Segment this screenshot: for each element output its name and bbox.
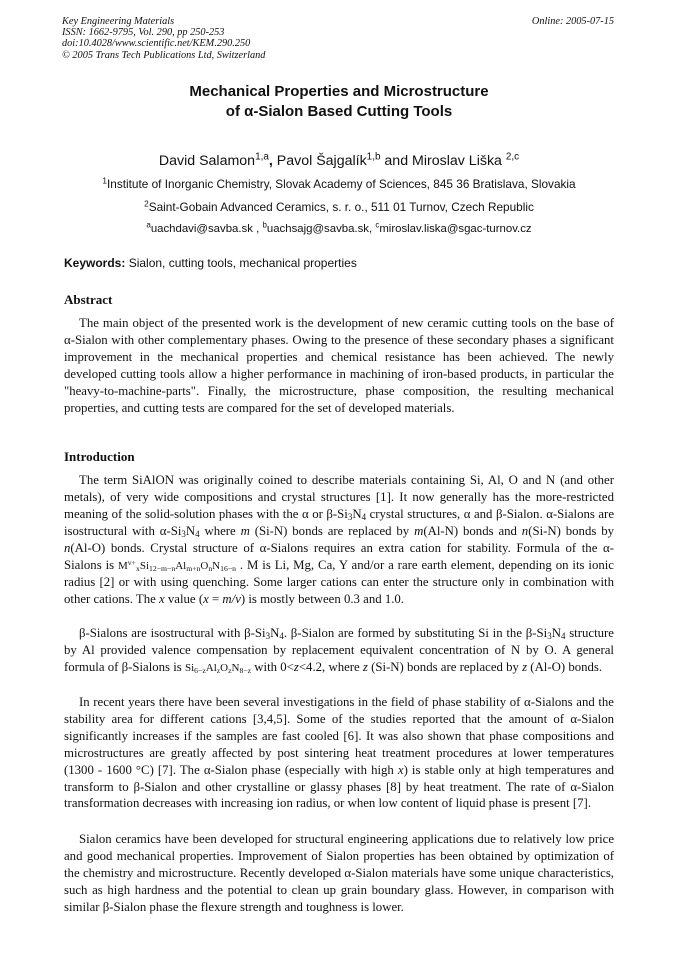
- title-line-2: of α-Sialon Based Cutting Tools: [225, 103, 453, 120]
- author-name: David Salamon: [158, 153, 256, 169]
- subscript: 4: [279, 631, 284, 642]
- keywords-label: Keywords:: [64, 256, 126, 270]
- variable: m: [240, 523, 250, 538]
- text-run: <4.2, where: [298, 659, 363, 674]
- variable: x: [397, 762, 404, 777]
- intro-paragraph-4: Sialon ceramics have been developed for structural engineering applications due to relatively low price and good mechanical properties. Improvement of Sialon properties has been obtained by optimization of the chemistry and microstructure. Recently developed α-Sialon materials have some unique characteristics, such as high hardness and the potential to clean up grain boundary glass. However, in comparison with similar β-Sialon phase the flexure strength and toughness is lower.: [64, 832, 614, 914]
- formula-part: z: [216, 665, 221, 675]
- text-run: ) is stable only at high temperatures and transform to β-Sialon and other crystalline or glassy phases [8] by heat treatment. The rate of α-Sialon transformation decreases with increasing ion radius, or when low content of liquid phase is present [7].: [64, 762, 614, 811]
- text-run: N: [352, 506, 362, 521]
- text-run: N: [185, 523, 196, 538]
- formula-part: N: [212, 559, 221, 572]
- subscript: 3: [347, 512, 353, 523]
- formula-part: m+n: [186, 563, 201, 573]
- affiliation-2: [0, 200, 678, 215]
- formula-part: Al: [205, 661, 217, 674]
- text-run: In recent years there have been several investigations in the field of phase stability of α-Sialons and the stability area for different cations [3,4,5]. Some of the studies reported that the amount of α-Sialon significantly increases if the samples are fast cooled [6]. It was also shown that phase compositions and microstructures are greatly affected by post sintering heat treatment procedures at lower temperatures (1300 - 1600 °C) [7]. The α-Sialon phase (especially with high: [64, 695, 614, 777]
- author-name: Pavol Šajgalík: [276, 153, 367, 169]
- text-run: crystal structures, α and β-Sialon. α-Sialons are isostructural with α-Si: [64, 506, 614, 538]
- subscript: 3: [547, 631, 552, 642]
- formula-part: O: [200, 559, 209, 572]
- text-run: =: [208, 592, 223, 607]
- email-mark: b: [262, 220, 267, 230]
- variable: x: [203, 592, 209, 607]
- formula-part: 8−z: [239, 665, 252, 675]
- formula-part: 16−n: [220, 563, 236, 573]
- author-affiliation-mark: 1,b: [366, 151, 381, 163]
- subscript: 4: [560, 631, 566, 642]
- affiliation-mark: 1: [102, 176, 107, 186]
- text-run: N: [551, 626, 561, 640]
- abstract-text: The main object of the presented work is the development of new ceramic cutting tools on the base of α-Sialon with other complementary phases. Owing to the presence of these secondary phases a significant improvement in the mechanical properties and chemical resistance has been achieved. The newly developed cutting tools allow a higher performance in machining of iron-based products, in particular the "heavy-to-machine-parts". Finally, the microstructure, phase composition, the resulting mechanical properties, and cutting tests are compared for the set of developed materials.: [64, 316, 614, 415]
- text-run: where: [199, 523, 241, 538]
- formula-part: M: [118, 559, 128, 572]
- text-run: β-Sialons are isostructural with β-Si: [79, 626, 266, 640]
- text-run: N: [270, 626, 280, 640]
- text-run: (Si-N) bonds are replaced by: [367, 659, 523, 674]
- variable: x: [159, 592, 165, 607]
- text-run: . β-Sialon are formed by substituting Si in the β-Si: [283, 626, 548, 640]
- subscript: 4: [195, 528, 200, 539]
- formula-part: Si: [139, 559, 150, 572]
- text-run: (Al-N) bonds and: [423, 523, 522, 538]
- journal-header: [62, 16, 265, 61]
- formula-part: v+: [127, 557, 136, 567]
- text-run: . M is Li, Mg, Ca, Y and/or a rare earth element, depending on its ionic radius [2] or with using quenching. Some larger cations can enter the structure only in combination with other cations. The: [64, 557, 614, 607]
- affiliation-text: Institute of Inorganic Chemistry, Slovak Academy of Sciences, 845 36 Bratislava, Slovakia: [106, 177, 576, 191]
- doi-line: doi:10.4028/www.scientific.net/KEM.290.250: [62, 38, 251, 50]
- subscript: 3: [181, 528, 186, 539]
- beta-sialon-formula: [185, 662, 251, 674]
- email-link[interactable]: miroslav.liska@sgac-turnov.cz: [379, 223, 532, 235]
- formula-part: n: [208, 563, 213, 573]
- variable: m/v: [222, 592, 241, 607]
- variable: z: [522, 659, 528, 674]
- intro-paragraph-3: [64, 694, 614, 812]
- subscript: 4: [361, 512, 367, 523]
- author-affiliation-mark: 1,a: [255, 151, 269, 163]
- author-conjunction: and: [384, 153, 409, 169]
- formula-part: Al: [175, 559, 187, 572]
- variable: z: [293, 659, 299, 674]
- online-date: Online: 2005-07-15: [531, 16, 614, 27]
- author-list: David Salamon$^{1,a}$, Pavol Šajgalík$^{1,b}$ and Miroslav Liška $^{2,c}$: [158, 151, 520, 169]
- variable: m: [414, 523, 424, 538]
- email-link[interactable]: uachsajg@savba.sk,: [266, 223, 373, 235]
- author-affiliation-mark: 2,c: [505, 151, 520, 163]
- formula-part: 6−z: [194, 665, 206, 675]
- variable: n: [521, 523, 529, 538]
- subscript: 3: [265, 631, 271, 642]
- text-run: with 0<: [251, 659, 294, 674]
- variable: z: [362, 659, 368, 674]
- introduction-heading: Introduction: [64, 449, 135, 464]
- email-list: [0, 222, 678, 237]
- journal-name: Key Engineering Materials: [62, 16, 175, 27]
- email-mark: a: [146, 220, 151, 230]
- text-run: (Si-N) bonds by: [528, 523, 614, 538]
- text-run: (Al-O) bonds.: [527, 659, 603, 674]
- author-name: Miroslav Liška: [412, 153, 502, 169]
- affiliation-1: [0, 177, 678, 192]
- title-line-1: Mechanical Properties and Microstructure: [189, 83, 489, 100]
- formula-part: z: [228, 665, 232, 675]
- intro-paragraph-2: [64, 625, 614, 677]
- email-link[interactable]: uachdavi@savba.sk ,: [150, 223, 260, 235]
- paper-title: [0, 82, 678, 122]
- keywords: [64, 256, 357, 271]
- formula-part: 12−m−n: [149, 563, 176, 573]
- formula-part: N: [231, 661, 240, 674]
- text-run: (Al-O) bonds. Crystal structure of α-Sialons requires an extra cation for stability. Formula of the α-Sialons is: [64, 540, 614, 572]
- copyright-line: © 2005 Trans Tech Publications Ltd, Switzerland: [62, 49, 266, 61]
- affiliation-text: Saint-Gobain Advanced Ceramics, s. r. o., 511 01 Turnov, Czech Republic: [148, 200, 534, 214]
- text-run: structure by Al provided valence compensation by replacement equivalent concentration of N by O. A general formula of β-Sialons is: [64, 626, 614, 674]
- formula-part: x: [135, 563, 140, 573]
- email-mark: c: [375, 220, 380, 230]
- variable: n: [64, 540, 71, 555]
- alpha-sialon-formula: [118, 557, 236, 573]
- keywords-text: Sialon, cutting tools, mechanical properties: [128, 256, 357, 270]
- text-run: The term SiAlON was originally coined to describe materials containing Si, Al, O and N (and other metals), of very wide compositions and crystal structures [1]. It now generally has the more-restricted meaning of the solid-solution phases with the α or β-Si: [64, 473, 614, 521]
- text-run: (Si-N) bonds are replaced by: [249, 523, 415, 538]
- intro-paragraph-1: [64, 472, 614, 608]
- abstract-heading: Abstract: [64, 292, 113, 307]
- formula-part: O: [220, 661, 229, 674]
- text-run: value (: [164, 592, 204, 607]
- affiliation-mark: 2: [144, 199, 149, 209]
- issn-line: ISSN: 1662-9795, Vol. 290, pp 250-253: [62, 27, 225, 39]
- text-run: ) is mostly between 0.3 and 1.0.: [240, 592, 405, 607]
- formula-part: Si: [184, 661, 195, 674]
